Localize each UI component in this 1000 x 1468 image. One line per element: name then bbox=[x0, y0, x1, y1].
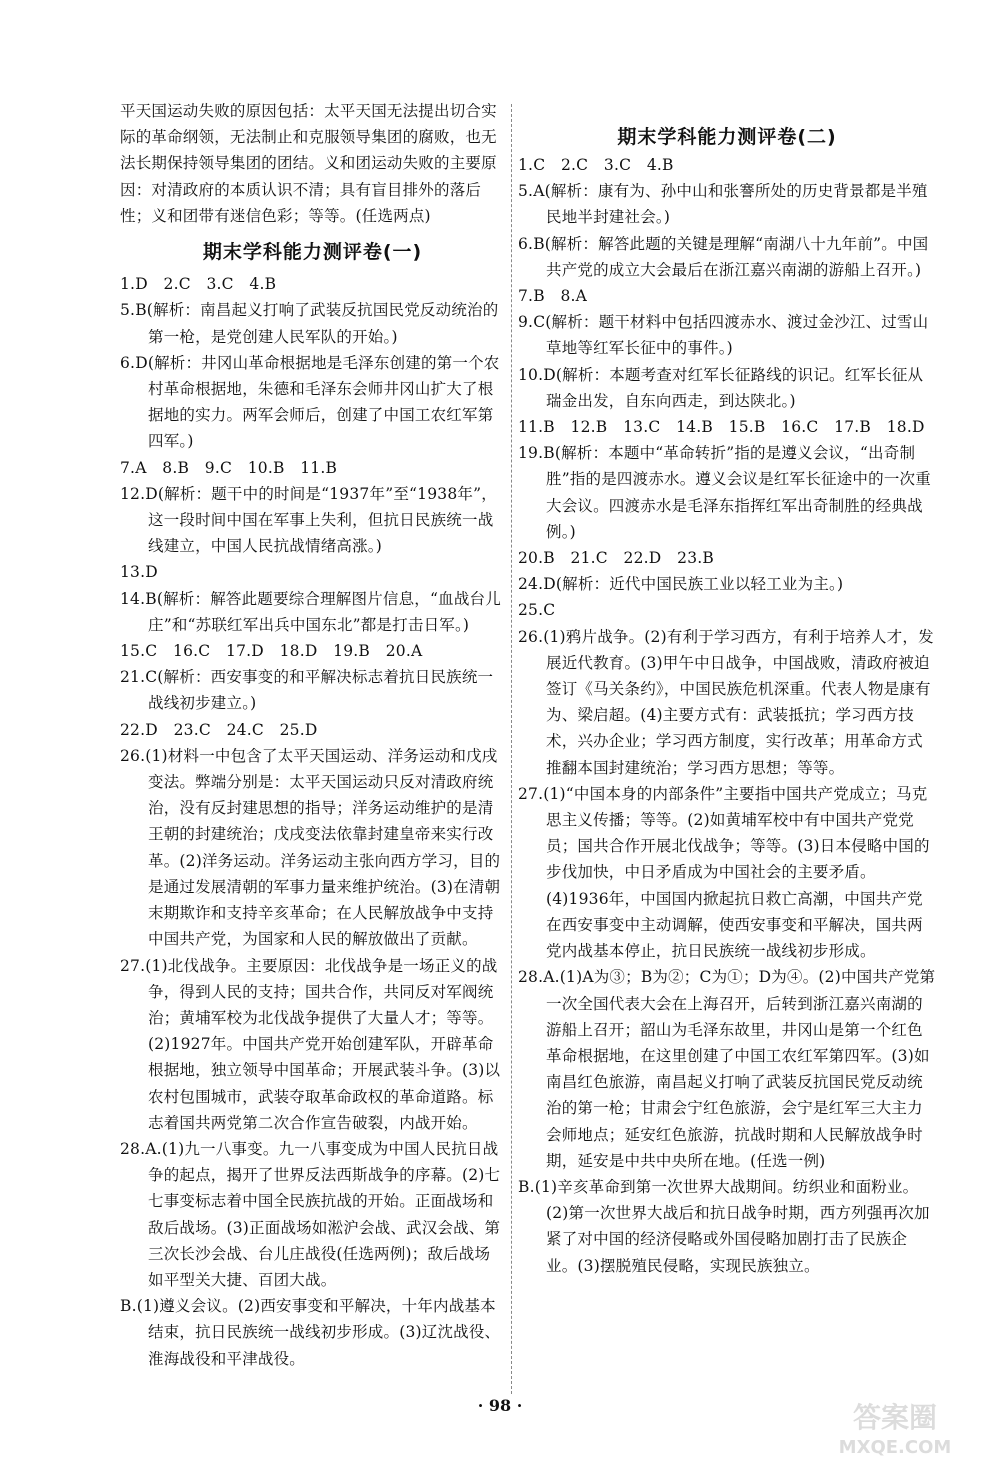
answer-item: 1.C 2.C 3.C 4.B bbox=[518, 156, 674, 174]
answer-item: 26.(1)材料一中包含了太平天国运动、洋务运动和戊戌变法。弊端分别是：太平天国运动只反对清政府统治，没有反封建思想的指导；洋务运动维护的是清王朝的封建统治；戊戌变法依靠封建皇帝来实行改革。(2)洋务运动。洋务运动主张向西方学习，目的是通过发展清朝的军事力量来维护统治。(3)在清朝末期欺诈和支持辛亥革命；在人民解放战争中支持中国共产党，为国家和人民的解放做出了贡献。 bbox=[120, 746, 501, 949]
right-column bbox=[518, 152, 936, 1279]
answer-item: 20.B 21.C 22.D 23.B bbox=[518, 549, 714, 568]
answer-item: 22.D 23.C 24.C 25.D bbox=[120, 720, 318, 739]
answer-item: 28.A.(1)A为③；B为②；C为①；D为④。(2)中国共产党第一次全国代表大会在上海召开，后转到浙江嘉兴南湖的游船上召开；韶山为毛泽东故里，井冈山是第一个红色革命根据地，在这里创建了中国工农红军第四军。(3)如南昌红色旅游，南昌起义打响了武装反抗国民党反动统治的第一枪；甘肃会宁红色旅游，会宁是红军三大主力会师地点；延安红色旅游，抗战时期和人民解放战争时期，延安是中共中央所在地。(任选一例) bbox=[518, 968, 936, 1170]
column-divider bbox=[511, 104, 512, 1394]
answer-item: 19.B(解析：本题中“革命转折”指的是遵义会议，“出奇制胜”指的是四渡赤水。遵义会议是红军长征途中的一次重大会议。四渡赤水是毛泽东指挥红军出奇制胜的经典战例。) bbox=[518, 444, 931, 541]
section-title-1: 期末学科能力测评卷(一) bbox=[202, 241, 423, 264]
answer-item: 26.(1)鸦片战争。(2)有利于学习西方，有利于培养人才，发展近代教育。(3)甲午中日战争，中国战败，清政府被迫签订《马关条约》，中国民族危机深重。代表人物是康有为、梁启超。(4)主要方式有：武装抵抗；学习西方技术，兴办企业；学习西方制度，实行改革；用革命方式推翻本国封建统治；学习西方思想；等等。 bbox=[518, 627, 934, 777]
page-number: · 98 · bbox=[477, 1396, 523, 1415]
answer-item: 28.A.(1)九一八事变。九一八事变成为中国人民抗日战争的起点，揭开了世界反法西斯战争的序幕。(2)七七事变标志着中国全民族抗战的开始。正面战场和敌后战场。(3)正面战场如淞沪会战、武汉会战、第三次长沙会战、台儿庄战役(任选两例)；敌后战场如平型关大捷、百团大战。 bbox=[120, 1139, 501, 1289]
answer-item: 6.B(解析：解答此题的关键是理解“南湖八十九年前”。中国共产党的成立大会最后在浙江嘉兴南湖的游船上召开。) bbox=[518, 234, 929, 279]
answer-item: 12.D(解析：题干中的时间是“1937年”至“1938年”，这一段时间中国在军事上失利，但抗日民族统一战线建立，中国人民抗战情绪高涨。) bbox=[120, 484, 497, 556]
answer-item: 14.B(解析：解答此题要综合理解图片信息，“血战台儿庄”和“苏联红军出兵中国东北”都是打击日军。) bbox=[120, 589, 501, 634]
answer-item: B.(1)遵义会议。(2)西安事变和平解决，十年内战基本结束，抗日民族统一战线初步形成。(3)辽沈战役、淮海战役和平津战役。 bbox=[120, 1297, 501, 1368]
watermark-bottom-text: MXQE.COM bbox=[838, 1437, 952, 1458]
answer-item: 5.B(解析：南昌起义打响了武装反抗国民党反动统治的第一枪，是党创建人民军队的开始。) bbox=[120, 301, 499, 346]
answer-item: 21.C(解析：西安事变的和平解决标志着抗日民族统一战线初步建立。) bbox=[120, 668, 494, 713]
answer-item: 27.(1)北伐战争。主要原因：北伐战争是一场正义的战争，得到人民的支持；国共合作，共同反对军阀统治；黄埔军校为北伐战争提供了大量人才；等等。(2)1927年。中国共产党开始创建军队，开辟革命根据地，独立领导中国革命；开展武装斗争。(3)以农村包围城市，武装夺取革命政权的革命道路。标志着国共两党第二次合作宣告破裂，内战开始。 bbox=[120, 956, 501, 1132]
answer-item: 7.A 8.B 9.C 10.B 11.B bbox=[120, 458, 338, 477]
left-column bbox=[120, 98, 505, 1372]
intro-paragraph: 平天国运动失败的原因包括：太平天国无法提出切合实际的革命纲领，无法制止和克服领导集团的腐败，也无法长期保持领导集团的团结。义和团运动失败的主要原因：对清政府的本质认识不清；具有盲目排外的落后性；义和团带有迷信色彩；等等。(任选两点) bbox=[120, 102, 497, 225]
answer-item: 11.B 12.B 13.C 14.B 15.B 16.C 17.B 18.D bbox=[518, 418, 925, 437]
answer-item: 10.D(解析：本题考查对红军长征路线的识记。红军长征从瑞金出发，自东向西走，到达陕北。) bbox=[518, 365, 924, 410]
answer-item: 15.C 16.C 17.D 18.D 19.B 20.A bbox=[120, 642, 423, 661]
answer-item: 7.B 8.A bbox=[518, 287, 588, 306]
answer-item: 13.D bbox=[120, 563, 158, 582]
answer-item: 6.D(解析：井冈山革命根据地是毛泽东创建的第一个农村革命根据地，朱德和毛泽东会师井冈山扩大了根据地的实力。两军会师后，创建了中国工农红军第四军。) bbox=[120, 353, 500, 451]
answer-item: 5.A(解析：康有为、孙中山和张謇所处的历史背景都是半殖民地半封建社会。) bbox=[518, 182, 928, 227]
answer-item: 25.C bbox=[518, 601, 556, 620]
answer-item: 1.D 2.C 3.C 4.B bbox=[120, 275, 277, 294]
watermark-logo bbox=[820, 1395, 970, 1460]
watermark-top-text: 答案圈 bbox=[852, 1401, 938, 1434]
section-title-2: 期末学科能力测评卷(二) bbox=[617, 126, 837, 148]
answer-item: 9.C(解析：题干材料中包括四渡赤水、渡过金沙江、过雪山草地等红军长征中的事件。) bbox=[518, 313, 929, 358]
answer-item: 27.(1)“中国本身的内部条件”主要指中国共产党成立；马克思主义传播；等等。(2)如黄埔军校中有中国共产党党员；国共合作开展北伐战争；等等。(3)日本侵略中国的步伐加快，中日矛盾成为中国社会的主要矛盾。(4)1936年，中国国内掀起抗日救亡高潮，中国共产党在西安事变中主动调解，使西安事变和平解决，国共两党内战基本停止，抗日民族统一战线初步形成。 bbox=[518, 784, 930, 961]
answer-item: B.(1)辛亥革命到第一次世界大战期间。纺织业和面粉业。(2)第一次世界大战后和抗日战争时期，西方列强再次加紧了对中国的经济侵略或外国侵略加剧打击了民族企业。(3)摆脱殖民侵略，实现民族独立。 bbox=[518, 1177, 930, 1275]
answer-item: 24.D(解析：近代中国民族工业以轻工业为主。) bbox=[518, 575, 844, 594]
